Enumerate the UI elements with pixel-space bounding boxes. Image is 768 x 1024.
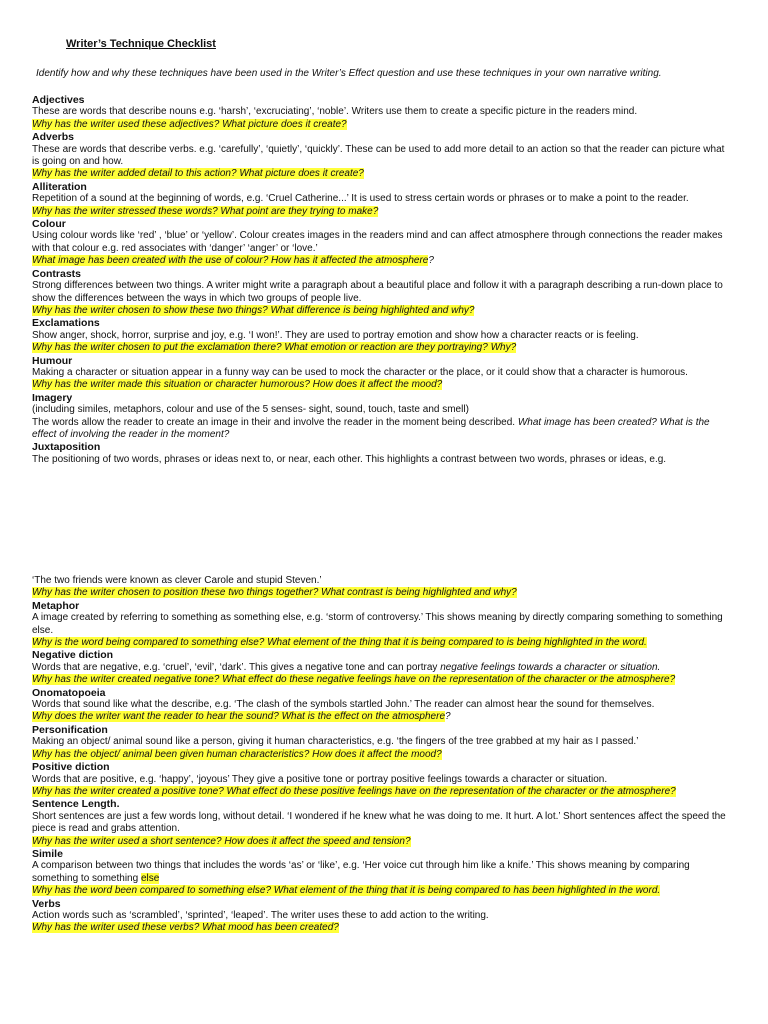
section-question: Why has the writer used these verbs? What mood has been created? — [32, 922, 339, 934]
section-question: Why has the writer chosen to show these two things? What difference is being highlighted and why? — [32, 304, 475, 316]
document-title: Writer’s Technique Checklist — [66, 38, 216, 50]
section-colour — [32, 218, 732, 268]
section-sentence-length — [32, 798, 732, 848]
section-question: What image has been created with the use of colour? How has it affected the atmosphere — [32, 255, 429, 267]
section-positive-diction — [32, 761, 732, 798]
section-alliteration — [32, 181, 732, 218]
section-imagery — [32, 392, 732, 442]
section-heading: Onomatopoeia — [32, 686, 106, 699]
section-question: Why has the object/ animal been given human characteristics? How does it affect the mood? — [32, 748, 442, 760]
section-question: Why has the writer made this situation or character humorous? How does it affect the mood? — [32, 379, 443, 391]
section-description: Words that are negative, e.g. ‘cruel’, ‘evil’, ‘dark’. This gives a negative tone and can portray — [32, 661, 438, 673]
section-description: The positioning of two words, phrases or ideas next to, or near, each other. This highlights a contrast between two words, phrases or ideas, e.g. — [32, 453, 667, 465]
section-description: Words that are positive, e.g. ‘happy’, ‘joyous’ They give a positive tone or portray positive feelings towards a character or situation. — [32, 773, 608, 785]
section-heading: Metaphor — [32, 599, 80, 612]
section-question: Why has the writer used a short sentence? How does it affect the speed and tension? — [32, 835, 411, 847]
section-description: Words that sound like what the describe, e.g. ‘The clash of the symbols startled John.’ The reader can almost hear the sound for themselves. — [32, 699, 655, 711]
section-simile — [32, 848, 732, 898]
section-description: Repetition of a sound at the beginning of words, e.g. ‘Cruel Catherine...’ It is used to stress certain words or phrases or to make a point to the reader. — [32, 193, 689, 205]
section-adverbs — [32, 131, 732, 181]
section-adjectives — [32, 94, 732, 131]
section-heading: Adverbs — [32, 131, 75, 144]
section-description: Strong differences between two things. A writer might write a paragraph about a beautiful place and follow it with a paragraph describing a run-down place to show the differences between the ways in which two groups of people live. — [32, 280, 723, 304]
section-heading: Colour — [32, 218, 66, 231]
section-description: These are words that describe nouns e.g. ‘harsh’, ‘excruciating’, ‘noble’. Writers use them to create a specific picture in the readers mind. — [32, 106, 638, 118]
section-description: Show anger, shock, horror, surprise and joy, e.g. ‘I won!’. They are used to portray emotion and show how a character reacts or is feeling. — [32, 329, 639, 341]
question-tail: ? — [445, 711, 451, 723]
section-heading: Sentence Length. — [32, 798, 120, 811]
section-description-highlight: else — [140, 872, 160, 884]
section-heading: Contrasts — [32, 267, 82, 280]
section-personification — [32, 724, 732, 761]
intro-instruction: Identify how and why these techniques have been used in the Writer’s Effect question and use these techniques in your own narrative writing. — [36, 68, 662, 79]
section-question: Why has the writer added detail to this action? What picture does it create? — [32, 168, 364, 180]
section-humour — [32, 355, 732, 392]
section-question: What image has been created? What is the effect of involving the reader in the moment? — [32, 416, 710, 440]
section-question: Why has the writer stressed these words? What point are they trying to make? — [32, 205, 379, 217]
section-question: Why has the writer created negative tone? What effect do these negative feelings have on the representation of the character or the atmosphere? — [32, 674, 676, 686]
section-description: A image created by referring to something as something else, e.g. ‘storm of controversy.’ This shows meaning by directly comparing something to something else. — [32, 612, 723, 636]
section-question: Why has the word been compared to something else? What element of the thing that it is being compared to has been highlighted in the word. — [32, 885, 661, 897]
section-heading: Juxtaposition — [32, 441, 101, 454]
section-question: Why has the writer chosen to put the exclamation there? What emotion or reaction are they portraying? Why? — [32, 342, 517, 354]
section-heading: Simile — [32, 847, 63, 860]
section-heading: Negative diction — [32, 649, 114, 662]
section-description: Making an object/ animal sound like a person, giving it human characteristics, e.g. ‘the fingers of the tree grabbed at my hair as I passed.’ — [32, 736, 639, 748]
section-heading: Adjectives — [32, 94, 85, 106]
section-description-italic: negative feelings towards a character or situation. — [440, 661, 661, 673]
section-description: Using colour words like ‘red’ , ‘blue’ or ‘yellow’. Colour creates images in the readers mind and can affect atmosphere through connections the reader makes with that colour e.g. red associates with ‘danger’ ‘anger’ or ‘love.’ — [32, 230, 723, 254]
section-heading: Exclamations — [32, 317, 100, 330]
section-question: Why does the writer want the reader to hear the sound? What is the effect on the atmosphere — [32, 711, 446, 723]
section-metaphor — [32, 600, 732, 650]
section-question: Why is the word being compared to something else? What element of the thing that it is being compared to is being highlighted in the word. — [32, 637, 647, 649]
section-description: Action words such as ‘scrambled’, ‘sprinted’, ‘leaped’. The writer uses these to add action to the writing. — [32, 909, 489, 921]
section-negative-diction — [32, 649, 732, 686]
section-heading: Alliteration — [32, 180, 87, 193]
section-heading: Positive diction — [32, 761, 110, 774]
section-description-2: The words allow the reader to create an image in their and involve the reader in the moment being described. — [32, 416, 516, 428]
section-description: A comparison between two things that includes the words ‘as’ or ‘like’, e.g. ‘Her voice cut through him like a knife.’ This shows meaning by comparing something to something — [32, 860, 690, 884]
section-heading: Verbs — [32, 897, 61, 910]
section-description: ‘The two friends were known as clever Carole and stupid Steven.’ — [32, 575, 322, 586]
section-description: Short sentences are just a few words long, without detail. ‘I wondered if he knew what he was doing to me. It hurt. A lot.’ Short sentences affect the speed the piece is read and grabs attention. — [32, 810, 726, 835]
section-question: Why has the writer used these adjectives? What picture does it create? — [32, 118, 347, 130]
section-verbs — [32, 898, 732, 935]
section-description: Making a character or situation appear in a funny way can be used to mock the character or the place, or it could show that a character is humorous. — [32, 366, 688, 378]
question-tail: ? — [428, 255, 434, 267]
section-description: (including similes, metaphors, colour and use of the 5 senses- sight, sound, touch, taste and smell) — [32, 404, 469, 416]
section-question: Why has the writer created a positive tone? What effect do these positive feelings have on the representation of the character or the atmosphere? — [32, 785, 676, 797]
section-exclamations — [32, 317, 732, 354]
section-juxtaposition-continued — [32, 575, 732, 600]
checklist-part-1 — [32, 94, 732, 466]
section-question: Why has the writer chosen to position these two things together? What contrast is being highlighted and why? — [32, 587, 517, 599]
section-heading: Humour — [32, 354, 73, 367]
section-onomatopoeia — [32, 687, 732, 724]
section-juxtaposition — [32, 441, 732, 466]
section-description: These are words that describe verbs. e.g. ‘carefully’, ‘quietly’, ‘quickly’. These can be used to add more detail to an action so that the reader can picture what is going on and how. — [32, 143, 725, 168]
section-contrasts — [32, 268, 732, 318]
section-heading: Personification — [32, 723, 108, 736]
checklist-part-2 — [32, 575, 732, 935]
section-heading: Imagery — [32, 391, 73, 404]
